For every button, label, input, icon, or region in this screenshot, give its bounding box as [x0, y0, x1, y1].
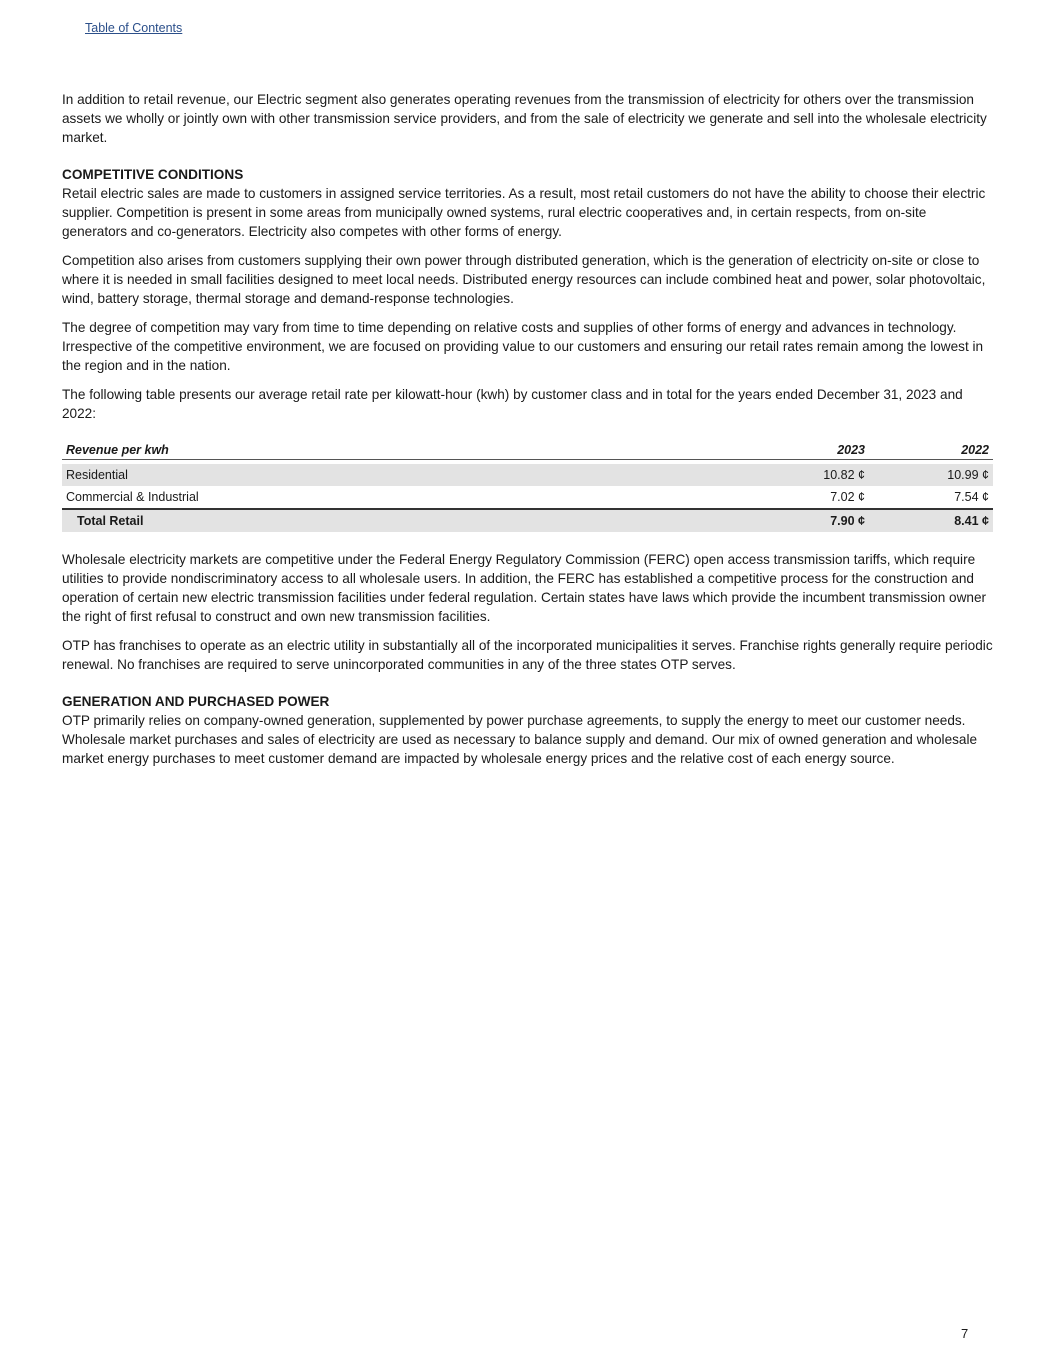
- table-row: [62, 464, 993, 486]
- header-label: Revenue per kwh: [62, 439, 741, 460]
- row-value-2022: 10.99 ¢: [889, 464, 993, 486]
- table-header-row: [62, 439, 993, 460]
- row-value-2023: 10.82 ¢: [741, 464, 889, 486]
- table-intro-paragraph: The following table presents our average retail rate per kilowatt-hour (kwh) by customer class and in total for the years ended December 31, 2023 and 2022:: [62, 387, 963, 421]
- table-of-contents-link[interactable]: Table of Contents: [85, 21, 183, 35]
- document-body: [62, 90, 994, 778]
- competitive-paragraph-3: The degree of competition may vary from time to time depending on relative costs and supplies of other forms of energy and advances in technology. Irrespective of the competitive environment, we are focused on providing value to our customers and ensuring our retail rates remain among the lowest in the region and in the nation.: [62, 320, 984, 373]
- header-2023: 2023: [741, 439, 889, 460]
- franchise-paragraph: OTP has franchises to operate as an electric utility in substantially all of the incorporated municipalities it serves. Franchise rights generally require periodic renewal. No franchises are required to serve unincorporated communities in any of the three states OTP serves.: [62, 638, 993, 672]
- competitive-conditions-heading: COMPETITIVE CONDITIONS: [62, 167, 244, 182]
- row-value-2022: 8.41 ¢: [889, 509, 993, 532]
- row-value-2023: 7.90 ¢: [741, 509, 889, 532]
- row-label: Residential: [62, 464, 741, 486]
- header-2022: 2022: [889, 439, 993, 460]
- competitive-paragraph-1: Retail electric sales are made to customers in assigned service territories. As a result, most retail customers do not have the ability to choose their electric supplier. Competition is present in some areas from municipally owned systems, rural electric cooperatives and, in certain respects, from on-site generators and co-generators. Electricity also competes with other forms of energy.: [62, 186, 986, 239]
- row-label: Total Retail: [62, 509, 741, 532]
- intro-paragraph: In addition to retail revenue, our Electric segment also generates operating revenues from the transmission of electricity for others over the transmission assets we wholly or jointly own with other transmission service providers, and from the sale of electricity we generate and sell into the wholesale electricity market.: [62, 92, 987, 145]
- page-number: 7: [961, 1326, 969, 1341]
- row-value-2023: 7.02 ¢: [830, 490, 865, 504]
- generation-heading: GENERATION AND PURCHASED POWER: [62, 694, 330, 709]
- revenue-per-kwh-table: [62, 439, 993, 532]
- competitive-paragraph-2: Competition also arises from customers supplying their own power through distributed generation, which is the generation of electricity on-site or close to where it is needed in small facilities designed to meet local needs. Distributed energy resources can include combined heat and power, solar photovoltaic, wind, battery storage, thermal storage and demand-response technologies.: [62, 253, 986, 306]
- row-label: Commercial & Industrial: [66, 490, 199, 504]
- wholesale-paragraph: Wholesale electricity markets are competitive under the Federal Energy Regulatory Commission (FERC) open access transmission tariffs, which require utilities to provide nondiscriminatory access to all wholesale users. In addition, the FERC has established a competitive process for the construction and operation of certain new electric transmission facilities under federal regulation. Certain states have laws which provide the incumbent transmission owner the right of first refusal to construct and own new transmission facilities.: [62, 552, 987, 624]
- table-row: [62, 486, 993, 509]
- table-total-row: [62, 509, 993, 532]
- generation-paragraph: OTP primarily relies on company-owned generation, supplemented by power purchase agreements, to supply the energy to meet our customer needs. Wholesale market purchases and sales of electricity are used as necessary to balance supply and demand. Our mix of owned generation and wholesale market energy purchases to meet customer demand are impacted by wholesale energy prices and the relative cost of each energy source.: [62, 713, 978, 766]
- row-value-2022: 7.54 ¢: [954, 490, 989, 504]
